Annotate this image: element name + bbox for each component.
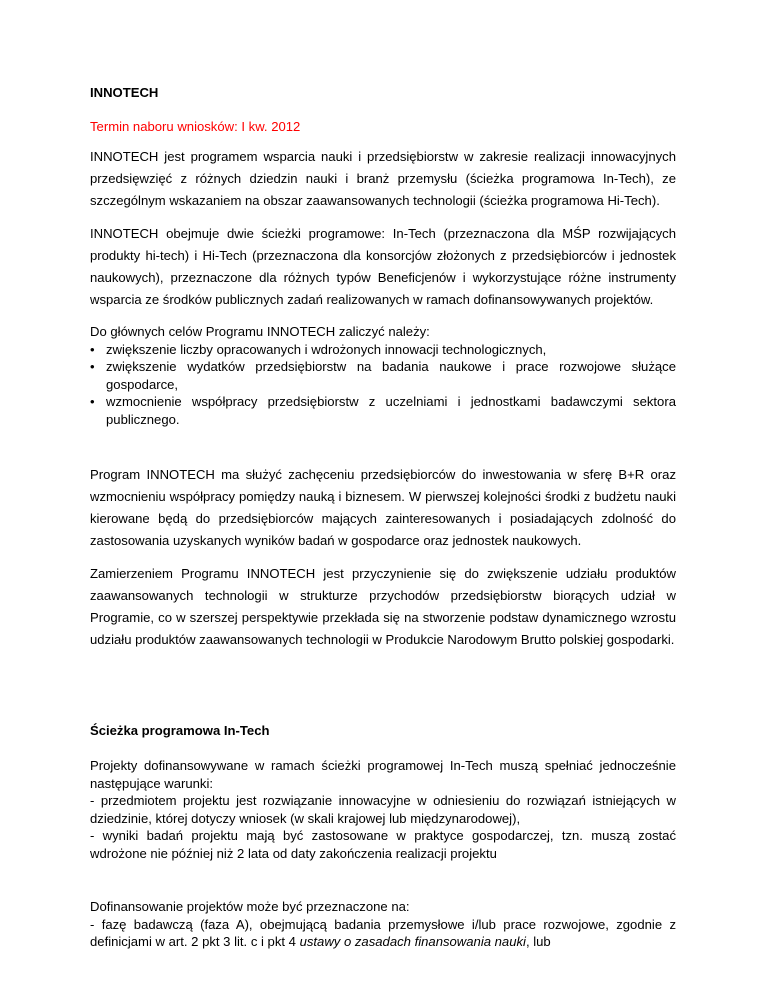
funding-paragraph xyxy=(90,898,676,951)
bullet-icon: • xyxy=(90,341,95,357)
law-reference: ustawy o zasadach finansowania nauki xyxy=(299,934,526,949)
bullet-icon: • xyxy=(90,359,95,374)
list-item xyxy=(90,341,676,359)
list-item xyxy=(90,358,676,393)
conditions-paragraph xyxy=(90,757,676,862)
condition-item: - przedmiotem projektu jest rozwiązanie innowacyjne w odniesieniu do rozwiązań istniejących w dziedzinie, której dotyczy wniosek (w skali krajowej lub międzynarodowej), xyxy=(90,793,676,826)
goals-list xyxy=(90,341,676,429)
funding-item xyxy=(90,916,676,951)
condition-item: - wyniki badań projektu mają być zastosowane w praktyce gospodarczej, tzn. muszą zostać wdrożone nie później niż 2 lata od daty zakończenia realizacji projektu xyxy=(90,828,676,861)
goal-text: zwiększenie liczby opracowanych i wdrożonych innowacji technologicznych, xyxy=(106,341,547,357)
funding-intro: Dofinansowanie projektów może być przeznaczone na: xyxy=(90,899,410,914)
aim-paragraph: Zamierzeniem Programu INNOTECH jest przyczynienie się do zwiększenie udziału produktów zaawansowanych technologii w strukturze przychodów przedsiębiorstw biorących udział w Programie, co w szerszej perspektywie przekłada się na stworzenie podstaw dynamicznego wzrostu udziału produktów zaawansowanych technologii w Produkcie Narodowym Brutto polskiej gospodarki. xyxy=(90,566,676,647)
conditions-intro: Projekty dofinansowywane w ramach ścieżki programowej In-Tech muszą spełniać jednocześnie następujące warunki: xyxy=(90,758,676,791)
list-item xyxy=(90,393,676,428)
bullet-icon: • xyxy=(90,394,95,409)
application-deadline: Termin naboru wniosków: I kw. 2012 xyxy=(90,119,301,134)
incentive-paragraph: Program INNOTECH ma służyć zachęceniu przedsiębiorców do inwestowania w sferę B+R oraz wzmocnieniu współpracy pomiędzy nauką i biznesem. W pierwszej kolejności środki z budżetu nauki kierowane będą do przedsiębiorców mających zainteresowanych i posiadających zdolność do zastosowania uzyskanych wyników badań w gospodarce oraz jednostek naukowych. xyxy=(90,467,676,548)
program-paths-paragraph: INNOTECH obejmuje dwie ścieżki programowe: In-Tech (przeznaczona dla MŚP rozwijających produkty hi-tech) i Hi-Tech (przeznaczona dla konsorcjów złożonych z przedsiębiorców i jednostek naukowych), przeznaczone dla różnych typów Beneficjenów i wykorzystujące różne instrumenty wsparcia ze środków publicznych zadań realizowanych w ramach dofinansowywanych projektów. xyxy=(90,226,676,307)
goal-text: wzmocnienie współpracy przedsiębiorstw z uczelniami i jednostkami badawczymi sektora publicznego. xyxy=(106,394,676,427)
document-title: INNOTECH xyxy=(90,85,159,100)
intro-paragraph: INNOTECH jest programem wsparcia nauki i przedsiębiorstw w zakresie realizacji innowacyjnych przedsięwzięć z różnych dziedzin nauki i branż przemysłu (ścieżka programowa In-Tech), ze szczególnym wskazaniem na obszar zaawansowanych technologii (ścieżka programowa Hi-Tech). xyxy=(90,149,676,208)
funding-item-text: - fazę badawczą (faza A), obejmującą badania przemysłowe i/lub prace rozwojowe, zgodnie z definicjami w art. 2 pkt 3 lit. c i pkt 4 xyxy=(90,916,676,949)
goal-text: zwiększenie wydatków przedsiębiorstw na badania naukowe i prace rozwojowe służące gospodarce, xyxy=(106,359,676,392)
section-title: Ścieżka programowa In-Tech xyxy=(90,723,270,738)
document-page xyxy=(90,85,676,951)
funding-item-end: , lub xyxy=(525,934,551,949)
goals-intro: Do głównych celów Programu INNOTECH zaliczyć należy: xyxy=(90,324,430,339)
